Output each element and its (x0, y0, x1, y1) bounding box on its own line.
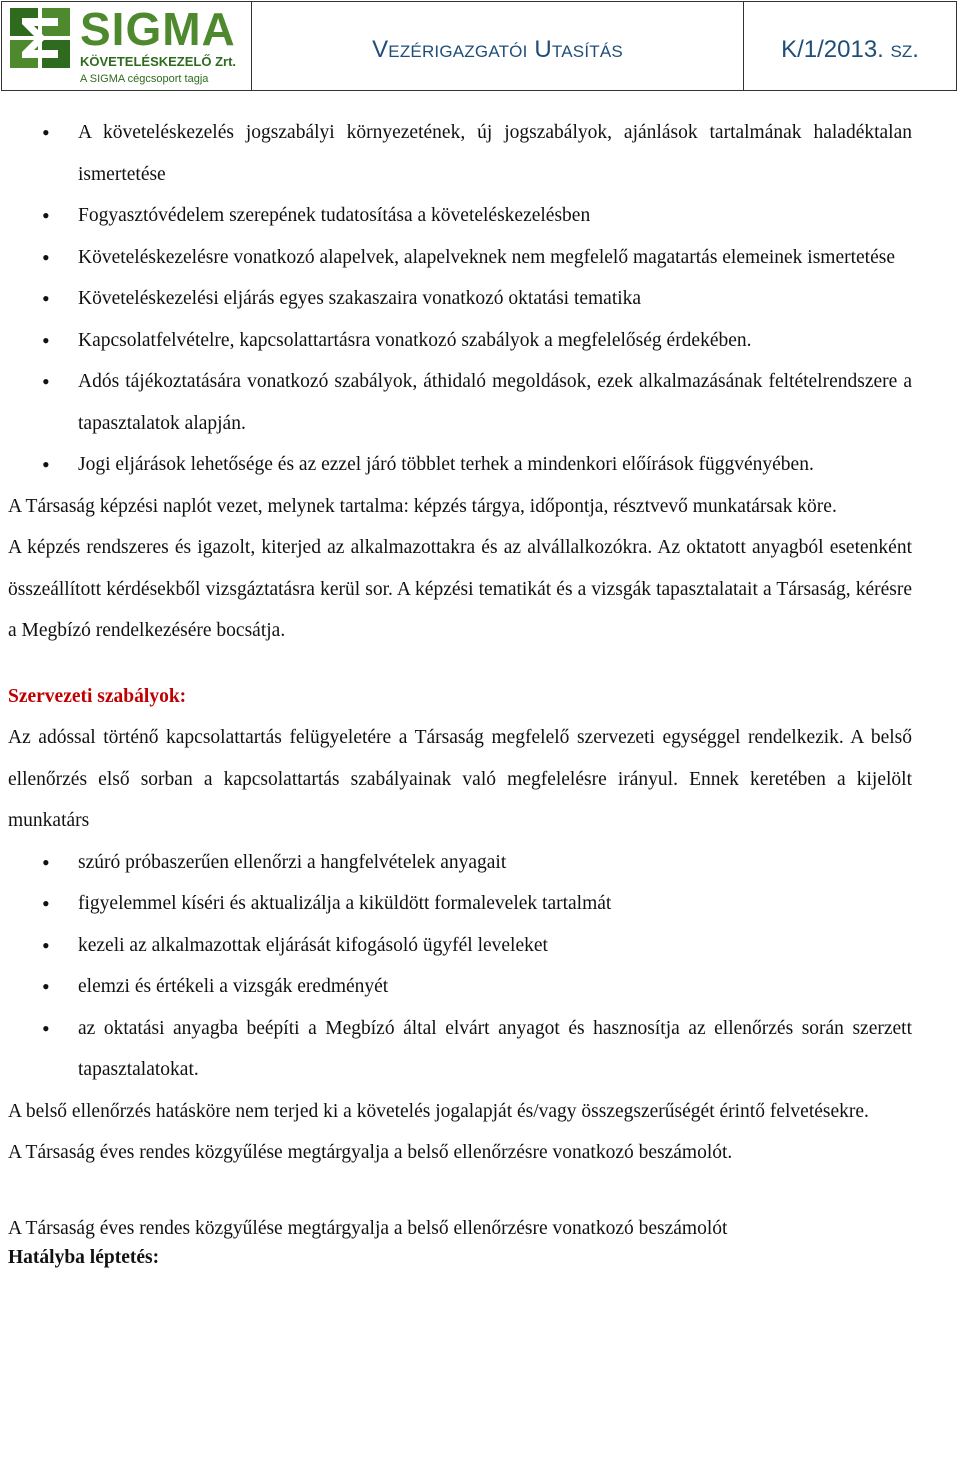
list-item: • kezeli az alkalmazottak eljárását kifogásoló ügyfél leveleket (8, 925, 912, 967)
logo-subtitle: KÖVETELÉSKEZELŐ Zrt. (80, 54, 237, 69)
list-item: • A követeléskezelés jogszabályi környezetének, új jogszabályok, ajánlások tartalmának haladéktalan ismertetése (8, 112, 912, 195)
control-tasks-list (8, 842, 912, 1091)
list-item: • Fogyasztóvédelem szerepének tudatosítása a követeléskezelésben (8, 195, 912, 237)
doc-title: Vezérigazgatói Utasítás (372, 36, 623, 63)
list-item: • Adós tájékoztatására vonatkozó szabályok, áthidaló megoldások, ezek alkalmazásának feltételrendszere a tapasztalatok alapján. (8, 361, 912, 444)
list-item: • az oktatási anyagba beépíti a Megbízó által elvárt anyagot és hasznosítja az ellenőrzés során szerzett tapasztalatokat. (8, 1008, 912, 1091)
paragraph-general-meeting: A Társaság éves rendes közgyűlése megtárgyalja a belső ellenőrzésre vonatkozó beszámolót. (8, 1142, 733, 1163)
company-logo (2, 2, 252, 90)
logo-tagline: A SIGMA cégcsoport tagja (80, 73, 209, 85)
list-item: • Követeléskezelésre vonatkozó alapelvek, alapelveknek nem megfelelő magatartás elemeinek ismertetése (8, 237, 912, 279)
list-item: • szúró próbaszerűen ellenőrzi a hangfelvételek anyagait (8, 842, 912, 884)
document-body (8, 112, 912, 1272)
paragraph-training-log: A Társaság képzési naplót vezet, melynek tartalma: képzés tárgya, időpontja, résztvevő munkatársak köre. (8, 495, 837, 517)
document-header (1, 1, 957, 91)
paragraph-training-scope: A képzés rendszeres és igazolt, kiterjed az alkalmazottakra és az alvállalkozókra. Az oktatott anyagból esetenként összeállított kérdésekből vizsgáztatásra kerül sor. A képzési tematikát és a vizsgák tapasztalatait a Társaság, kérésre a Megbízó rendelkezésére bocsátja. (8, 537, 912, 641)
training-topics-list (8, 112, 912, 486)
list-item: • figyelemmel kíséri és aktualizálja a kiküldött formalevelek tartalmát (8, 883, 912, 925)
paragraph-general-meeting-repeat: A Társaság éves rendes közgyűlése megtárgyalja a belső ellenőrzésre vonatkozó beszámolót (8, 1217, 728, 1239)
paragraph-org-rules: Az adóssal történő kapcsolattartás felügyeletére a Társaság megfelelő szervezeti egységgel rendelkezik. A belső ellenőrzés első sorban a kapcsolattartás szabályainak való megfelelésre irányul. Ennek keretében a kijelölt munkatárs (8, 727, 912, 831)
section-heading-org-rules: Szervezeti szabályok: (8, 685, 187, 707)
list-item: • elemzi és értékeli a vizsgák eredményét (8, 966, 912, 1008)
paragraph-control-scope: A belső ellenőrzés hatásköre nem terjed ki a követelés jogalapját és/vagy összegszerűségét érintő felvetésekre. (8, 1100, 869, 1122)
doc-title-cell (252, 2, 744, 90)
list-item: • Követeléskezelési eljárás egyes szakaszaira vonatkozó oktatási tematika (8, 278, 912, 320)
doc-code: K/1/2013. sz. (781, 36, 919, 63)
list-item: • Kapcsolatfelvételre, kapcsolattartásra vonatkozó szabályok a megfelelőség érdekében. (8, 320, 912, 362)
section-heading-effect: Hatályba léptetés: (8, 1246, 160, 1268)
logo-name: SIGMA (80, 3, 236, 55)
sigma-logo-icon (8, 6, 72, 70)
list-item: • Jogi eljárások lehetősége és az ezzel járó többlet terhek a mindenkori előírások függvényében. (8, 444, 912, 486)
doc-code-cell (744, 2, 956, 90)
